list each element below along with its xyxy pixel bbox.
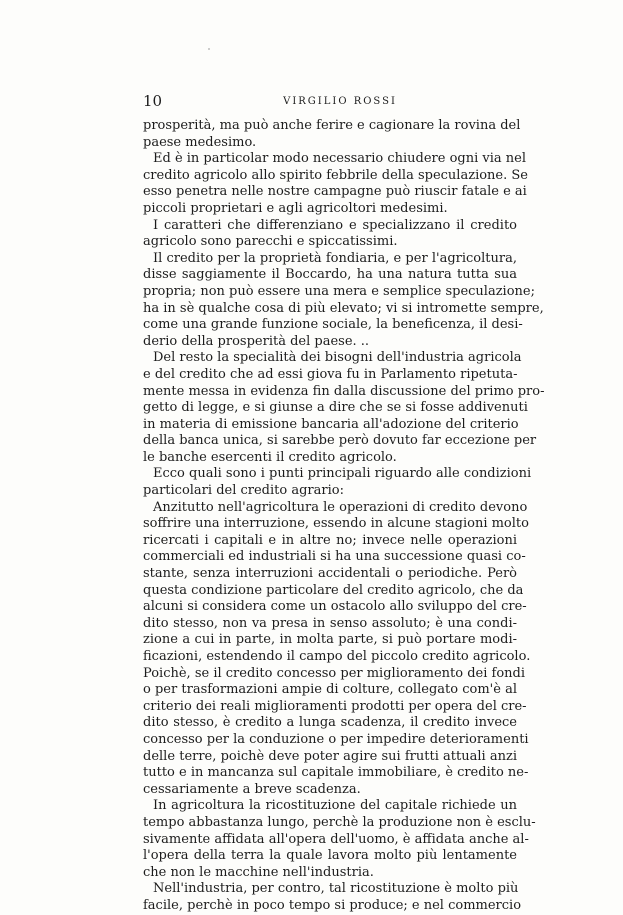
text-line: propria; non può essere una mera e semplice speculazione; — [143, 283, 535, 299]
text-line: le banche esercenti il credito agricolo. — [143, 449, 397, 465]
text-line: derio della prosperità del paese. .. — [143, 333, 370, 349]
text-line: stante, senza interruzioni accidentali o periodiche. Però — [143, 566, 517, 582]
text-line: dito stesso, non va presa in senso assoluto; è una condi- — [143, 615, 517, 631]
text-line: l'opera della terra la quale lavora molto più lentamente — [143, 848, 517, 864]
text-line: particolari del credito agrario: — [143, 483, 344, 499]
text-line: Nell'industria, per contro, tal ricostituzione è molto più — [153, 881, 519, 897]
text-line: Il credito per la proprietà fondiaria, e per l'agricoltura, — [153, 250, 517, 266]
running-head: VIRGILIO ROSSI — [283, 96, 397, 107]
text-line: facile, perchè in poco tempo si produce; e nel commercio — [143, 897, 522, 913]
text-line: che non le macchine nell'industria. — [143, 864, 374, 880]
text-line: criterio dei reali miglioramenti prodotti per opera del cre- — [143, 698, 527, 714]
text-line: agricolo sono parecchi e spiccatissimi. — [143, 234, 398, 250]
text-line: esso penetra nelle nostre campagne può riuscir fatale e ai — [143, 184, 527, 200]
text-line: Anzitutto nell'agricoltura le operazioni di credito devono — [153, 499, 528, 515]
text-line: o per trasformazioni ampie di colture, collegato com'è al — [143, 682, 517, 698]
text-line: credito agricolo allo spirito febbrile della speculazione. Se — [143, 167, 528, 183]
text-line: come una grande funzione sociale, la beneficenza, il desi- — [143, 317, 523, 333]
text-line: ricercati i capitali e in altre no; invece nelle operazioni — [143, 532, 517, 548]
text-line: in materia di emissione bancaria all'adozione del criterio — [143, 416, 519, 432]
text-line: tempo abbastanza lungo, perchè la produzione non è esclu- — [143, 814, 536, 830]
body-text — [143, 118, 545, 915]
text-line: questa condizione particolare del credito agricolo, che da — [143, 582, 524, 598]
text-line: tutto e in mancanza sul capitale immobiliare, è credito ne- — [143, 765, 529, 781]
text-line: zione a cui in parte, in molta parte, si può portare modi- — [143, 632, 517, 648]
text-line: disse saggiamente il Boccardo, ha una natura tutta sua — [143, 267, 517, 283]
text-line: I caratteri che differenziano e specializzano il credito — [153, 217, 517, 233]
text-line: delle terre, poichè deve poter agire sui frutti attuali anzi — [143, 748, 517, 764]
text-line: Poichè, se il credito concesso per miglioramento dei fondi — [143, 665, 526, 681]
text-line: Del resto la specialità dei bisogni dell'industria agricola — [153, 350, 522, 366]
text-line: concesso per la conduzione o per impedire deterioramenti — [143, 731, 529, 747]
text-line: commerciali ed industriali si ha una successione quasi co- — [143, 549, 526, 565]
text-line: Ecco quali sono i punti principali riguardo alle condizioni — [153, 466, 532, 482]
text-line: prosperità, ma può anche ferire e cagionare la rovina del — [143, 118, 521, 133]
paper-speck — [208, 48, 210, 50]
text-line: alcuni si considera come un ostacolo allo sviluppo del cre- — [143, 599, 527, 615]
page-header — [143, 92, 517, 112]
text-line: mente messa in evidenza fin dalla discussione del primo pro- — [143, 383, 545, 399]
text-line: dito stesso, è credito a lunga scadenza, il credito invece — [143, 715, 517, 731]
text-line: cessariamente a breve scadenza. — [143, 781, 361, 797]
text-line: piccoli proprietari e agli agricoltori medesimi. — [143, 200, 448, 216]
text-line: soffrire una interruzione, essendo in alcune stagioni molto — [143, 516, 529, 532]
text-line: sivamente affidata all'opera dell'uomo, è affidata anche al- — [143, 831, 529, 847]
text-line: In agricoltura la ricostituzione del capitale richiede un — [153, 798, 517, 814]
text-line: ha in sè qualche cosa di più elevato; vi si intromette sempre, — [143, 300, 544, 316]
text-line: getto di legge, e si giunse a dire che se si fosse addivenuti — [143, 400, 528, 416]
text-line: paese medesimo. — [143, 134, 257, 150]
page-number: 10 — [143, 92, 163, 110]
text-line: Ed è in particolar modo necessario chiudere ogni via nel — [153, 151, 527, 167]
text-line: ficazioni, estendendo il campo del piccolo credito agricolo. — [143, 649, 531, 664]
text-line: e del credito che ad essi giova fu in Parlamento ripetuta- — [143, 366, 518, 382]
text-line: della banca unica, si sarebbe però dovuto far eccezione per — [143, 433, 537, 449]
